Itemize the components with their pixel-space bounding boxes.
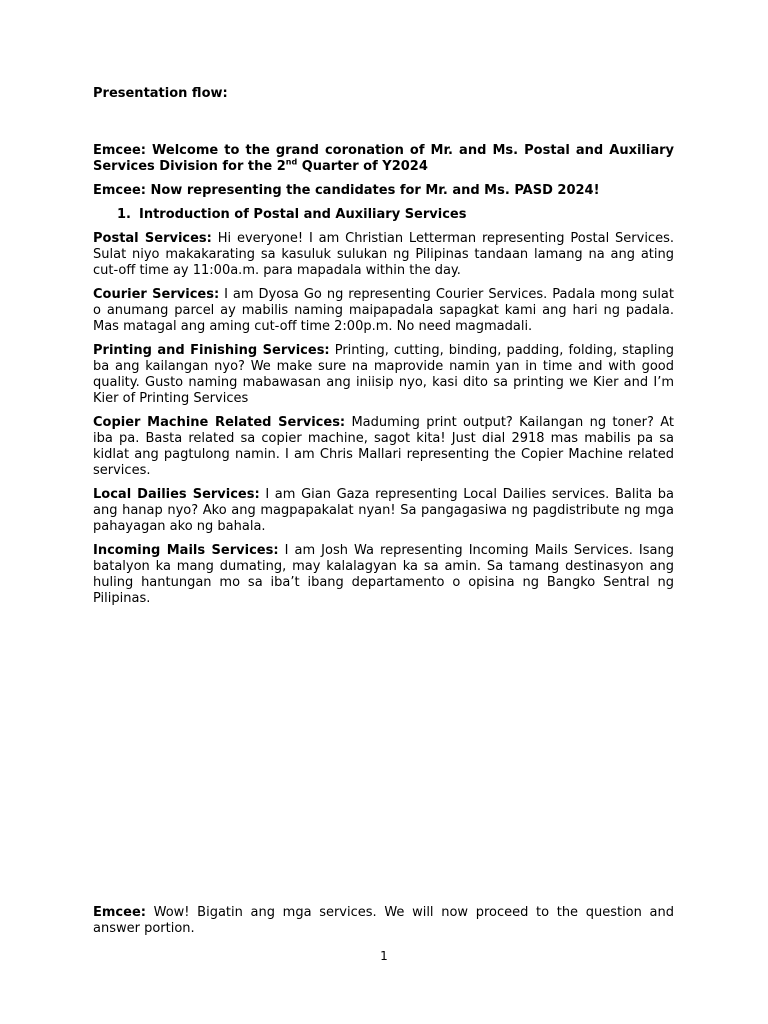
spacer [93, 335, 674, 343]
section-label: Copier Machine Related Services: [93, 415, 346, 430]
section-label: Incoming Mails Services: [93, 543, 279, 558]
emcee-candidates-line: Emcee: Now representing the candidates for Mr. and Ms. PASD 2024! [93, 183, 600, 198]
section-copier-services [93, 415, 674, 479]
ordinal-superscript: nd [285, 157, 298, 167]
section-text: I am Josh Wa representing Incoming Mails Services. Isang batalyon ka mang dumating, may kalalagyan ka sa amin. Sa tamang destinasyon ang huling hantungan mo sa iba’t ibang departamento o opisina ng Bangko Sentral ng Pilipinas. [93, 543, 674, 606]
presentation-flow-heading: Presentation flow: [93, 86, 228, 101]
document-body [93, 86, 674, 607]
section-label: Courier Services: [93, 287, 220, 302]
spacer [93, 479, 674, 487]
emcee-welcome-line [93, 143, 674, 175]
spacer [93, 199, 674, 207]
spacer [93, 223, 674, 231]
section-local-dailies-services [93, 487, 674, 535]
page-number: 1 [380, 949, 388, 963]
spacer [93, 279, 674, 287]
closing-label: Emcee: [93, 905, 146, 920]
spacer [93, 175, 674, 183]
section-text: I am Gian Gaza representing Local Dailies services. Balita ba ang hanap nyo? Ako ang magpapakalat nyan! Sa pangagasiwa ng pagdistribute ng mga pahayagan ako ng bahala. [93, 487, 674, 534]
section-text: I am Dyosa Go ng representing Courier Services. Padala mong sulat o anumang parcel ay mabilis naming maipapadala sapagkat kami ang hari ng padala. Mas matagal ang aming cut-off time 2:00p.m. No need magmadali. [93, 287, 674, 334]
closing-text: Wow! Bigatin ang mga services. We will now proceed to the question and answer portion. [93, 905, 674, 936]
list-item-title: Introduction of Postal and Auxiliary Services [139, 207, 467, 222]
section-label: Local Dailies Services: [93, 487, 260, 502]
section-printing-services [93, 343, 674, 407]
section-label: Postal Services: [93, 231, 212, 246]
emcee-welcome-text: Emcee: Welcome to the grand coronation of Mr. and Ms. Postal and Auxiliary Services Division for the 2 [93, 143, 674, 174]
list-number: 1. [117, 207, 131, 222]
section-postal-services [93, 231, 674, 279]
emcee-closing-line [93, 905, 674, 937]
emcee-welcome-suffix: Quarter of Y2024 [297, 159, 428, 174]
numbered-list-item [117, 207, 674, 223]
section-label: Printing and Finishing Services: [93, 343, 330, 358]
section-text: Hi everyone! I am Christian Letterman representing Postal Services. Sulat niyo makakarating sa kasuluk sulukan ng Pilipinas tandaan lamang na ang ating cut-off time ay 11:00a.m. para mapadala within the day. [93, 231, 674, 278]
spacer [93, 407, 674, 415]
spacer [93, 102, 674, 143]
section-text: Maduming print output? Kailangan ng toner? At iba pa. Basta related sa copier machine, sagot kita! Just dial 2918 mas mabilis pa sa kidlat ang pagtulong namin. I am Chris Mallari representing the Copier Machine related services. [93, 415, 674, 478]
section-incoming-mails-services [93, 543, 674, 607]
section-courier-services [93, 287, 674, 335]
spacer [93, 535, 674, 543]
section-text: Printing, cutting, binding, padding, folding, stapling ba ang kailangan nyo? We make sure na maprovide namin yan in time and with good quality. Gusto naming mabawasan ang iniisip nyo, kasi dito sa printing we Kier and I’m Kier of Printing Services [93, 343, 674, 406]
